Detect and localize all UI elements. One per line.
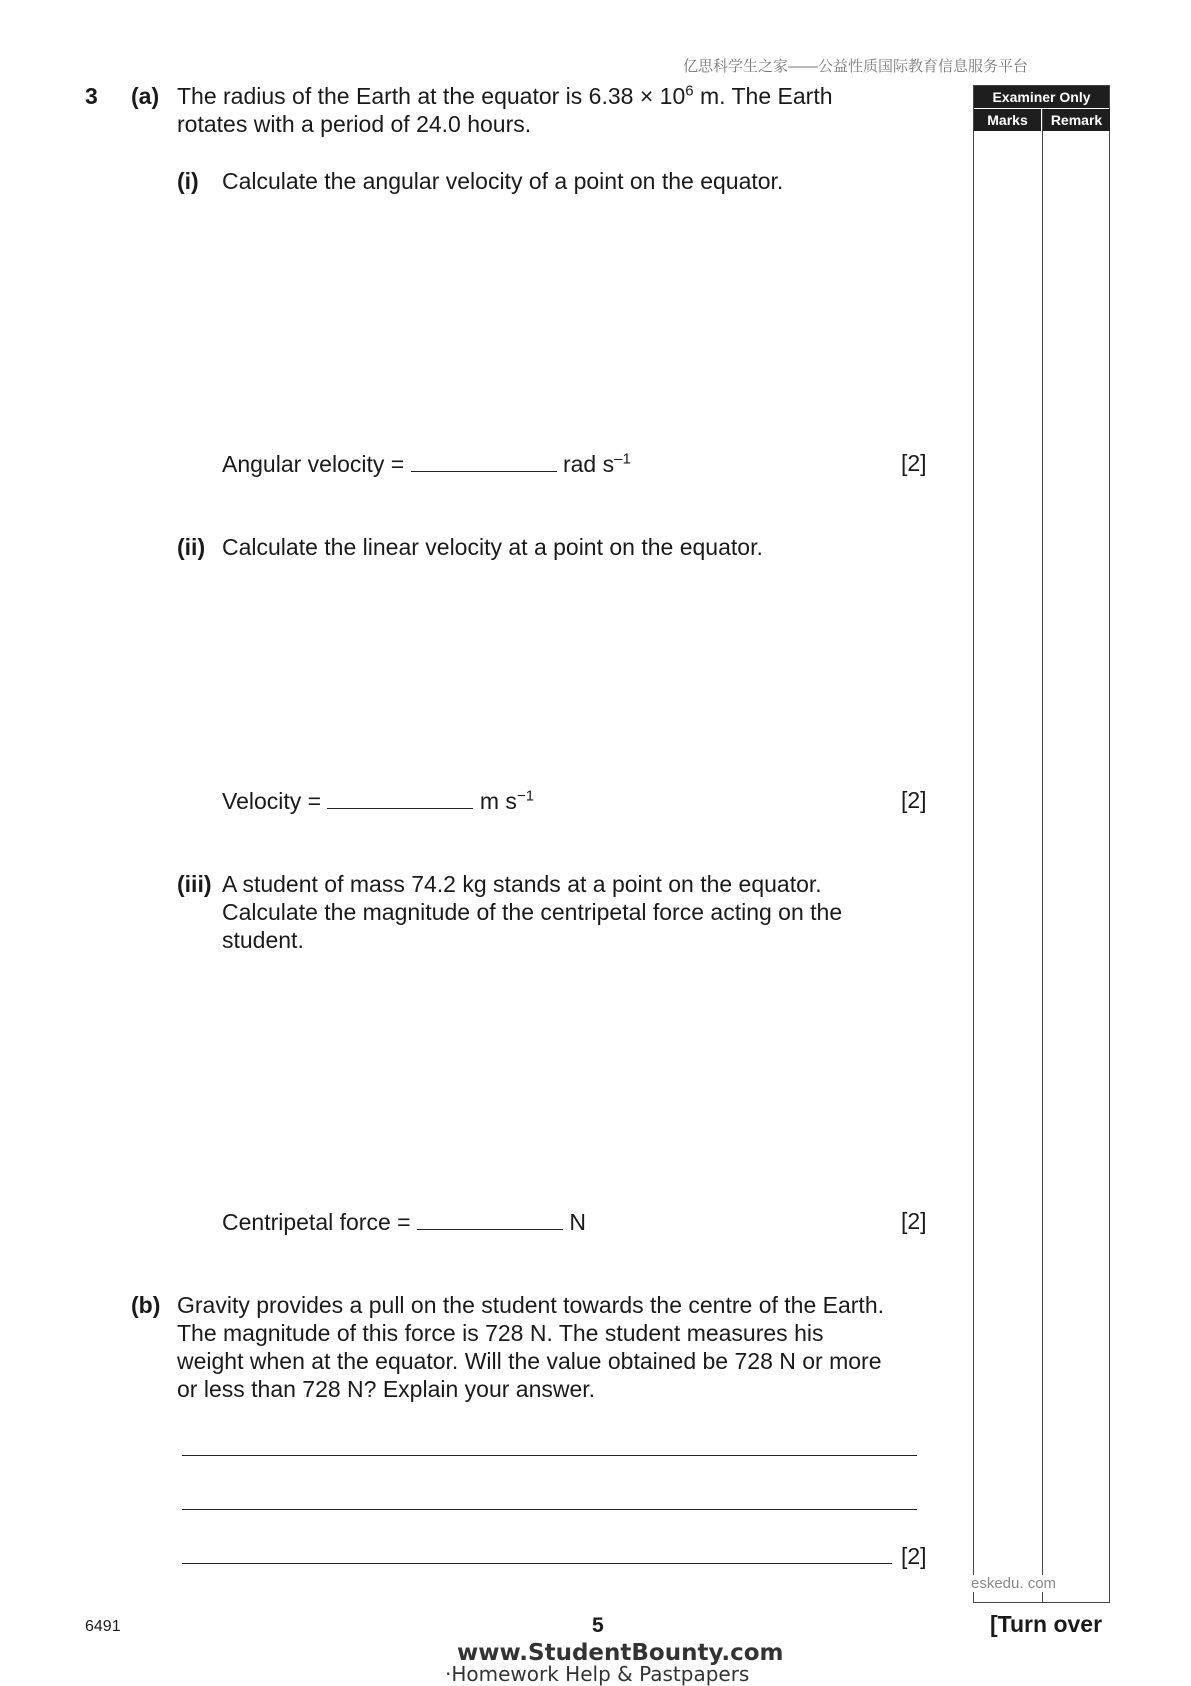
sub-iii-label: (iii) — [177, 871, 212, 897]
sub-i-answer-blank[interactable] — [411, 449, 557, 472]
sub-i-answer-row — [222, 449, 631, 478]
part-b-answer-line-2[interactable] — [182, 1509, 917, 1510]
stem-exponent: 6 — [685, 82, 694, 100]
part-b-line4: or less than 728 N? Explain your answer. — [177, 1376, 596, 1402]
sub-ii-unit-exponent: −1 — [516, 787, 535, 805]
sub-ii-label: (ii) — [177, 534, 206, 560]
sub-i-unit-exponent: –1 — [614, 450, 631, 468]
question-number: 3 — [85, 83, 98, 109]
side-watermark: eskedu. com — [971, 1575, 1057, 1592]
part-b-line1: Gravity provides a pull on the student towards the centre of the Earth. — [177, 1292, 885, 1318]
sub-iii-line3: student. — [222, 927, 304, 953]
stem-text-post: m. The Earth — [693, 83, 833, 109]
sub-i-marks: [2] — [901, 450, 927, 476]
turn-over: [Turn over — [990, 1611, 1103, 1637]
sub-i-answer-label: Angular velocity = — [222, 451, 405, 477]
sub-i-label: (i) — [177, 168, 199, 194]
sub-i-unit: rad s — [562, 451, 615, 477]
top-watermark: 亿思科学生之家——公益性质国际教育信息服务平台 — [683, 58, 1029, 75]
sub-iii-marks: [2] — [901, 1208, 927, 1234]
examiner-only-column — [973, 85, 1110, 1603]
sub-ii-text: Calculate the linear velocity at a point on the equator. — [222, 534, 763, 560]
part-a-stem-line2: rotates with a period of 24.0 hours. — [177, 111, 532, 137]
sub-ii-unit: m s — [479, 788, 517, 814]
sub-ii-answer-label: Velocity = — [222, 788, 322, 814]
part-a-label: (a) — [131, 83, 160, 109]
sub-iii-line2: Calculate the magnitude of the centripetal force acting on the — [222, 899, 843, 925]
examiner-column-divider — [1042, 109, 1043, 1603]
part-a-stem-line1 — [177, 82, 833, 110]
part-b-answer-line-1[interactable] — [182, 1455, 917, 1456]
studentbounty-logo-line2: ·Homework Help & Pastpapers — [445, 1662, 750, 1686]
page-number: 5 — [592, 1614, 604, 1637]
part-b-marks: [2] — [901, 1543, 927, 1569]
part-b-answer-line-3[interactable] — [182, 1563, 892, 1564]
sub-iii-answer-row — [222, 1207, 586, 1236]
sub-iii-unit: N — [569, 1209, 586, 1235]
sub-ii-answer-row — [222, 786, 534, 815]
part-b-line2: The magnitude of this force is 728 N. The student measures his — [177, 1320, 824, 1346]
sub-i-text: Calculate the angular velocity of a point on the equator. — [222, 168, 784, 194]
paper-code: 6491 — [85, 1618, 121, 1635]
part-b-line3: weight when at the equator. Will the value obtained be 728 N or more — [177, 1348, 882, 1374]
part-b-label: (b) — [131, 1292, 161, 1318]
sub-ii-answer-blank[interactable] — [327, 786, 473, 809]
remark-heading: Remark — [1043, 109, 1110, 131]
sub-iii-line1: A student of mass 74.2 kg stands at a point on the equator. — [222, 871, 822, 897]
studentbounty-logo-line1: www.StudentBounty.com — [457, 1640, 784, 1666]
examiner-only-heading: Examiner Only — [974, 86, 1109, 108]
sub-iii-answer-label: Centripetal force = — [222, 1209, 411, 1235]
marks-heading: Marks — [974, 109, 1041, 131]
sub-iii-answer-blank[interactable] — [417, 1207, 563, 1230]
stem-text: The radius of the Earth at the equator is 6.38 × 10 — [177, 83, 686, 109]
sub-ii-marks: [2] — [901, 787, 927, 813]
